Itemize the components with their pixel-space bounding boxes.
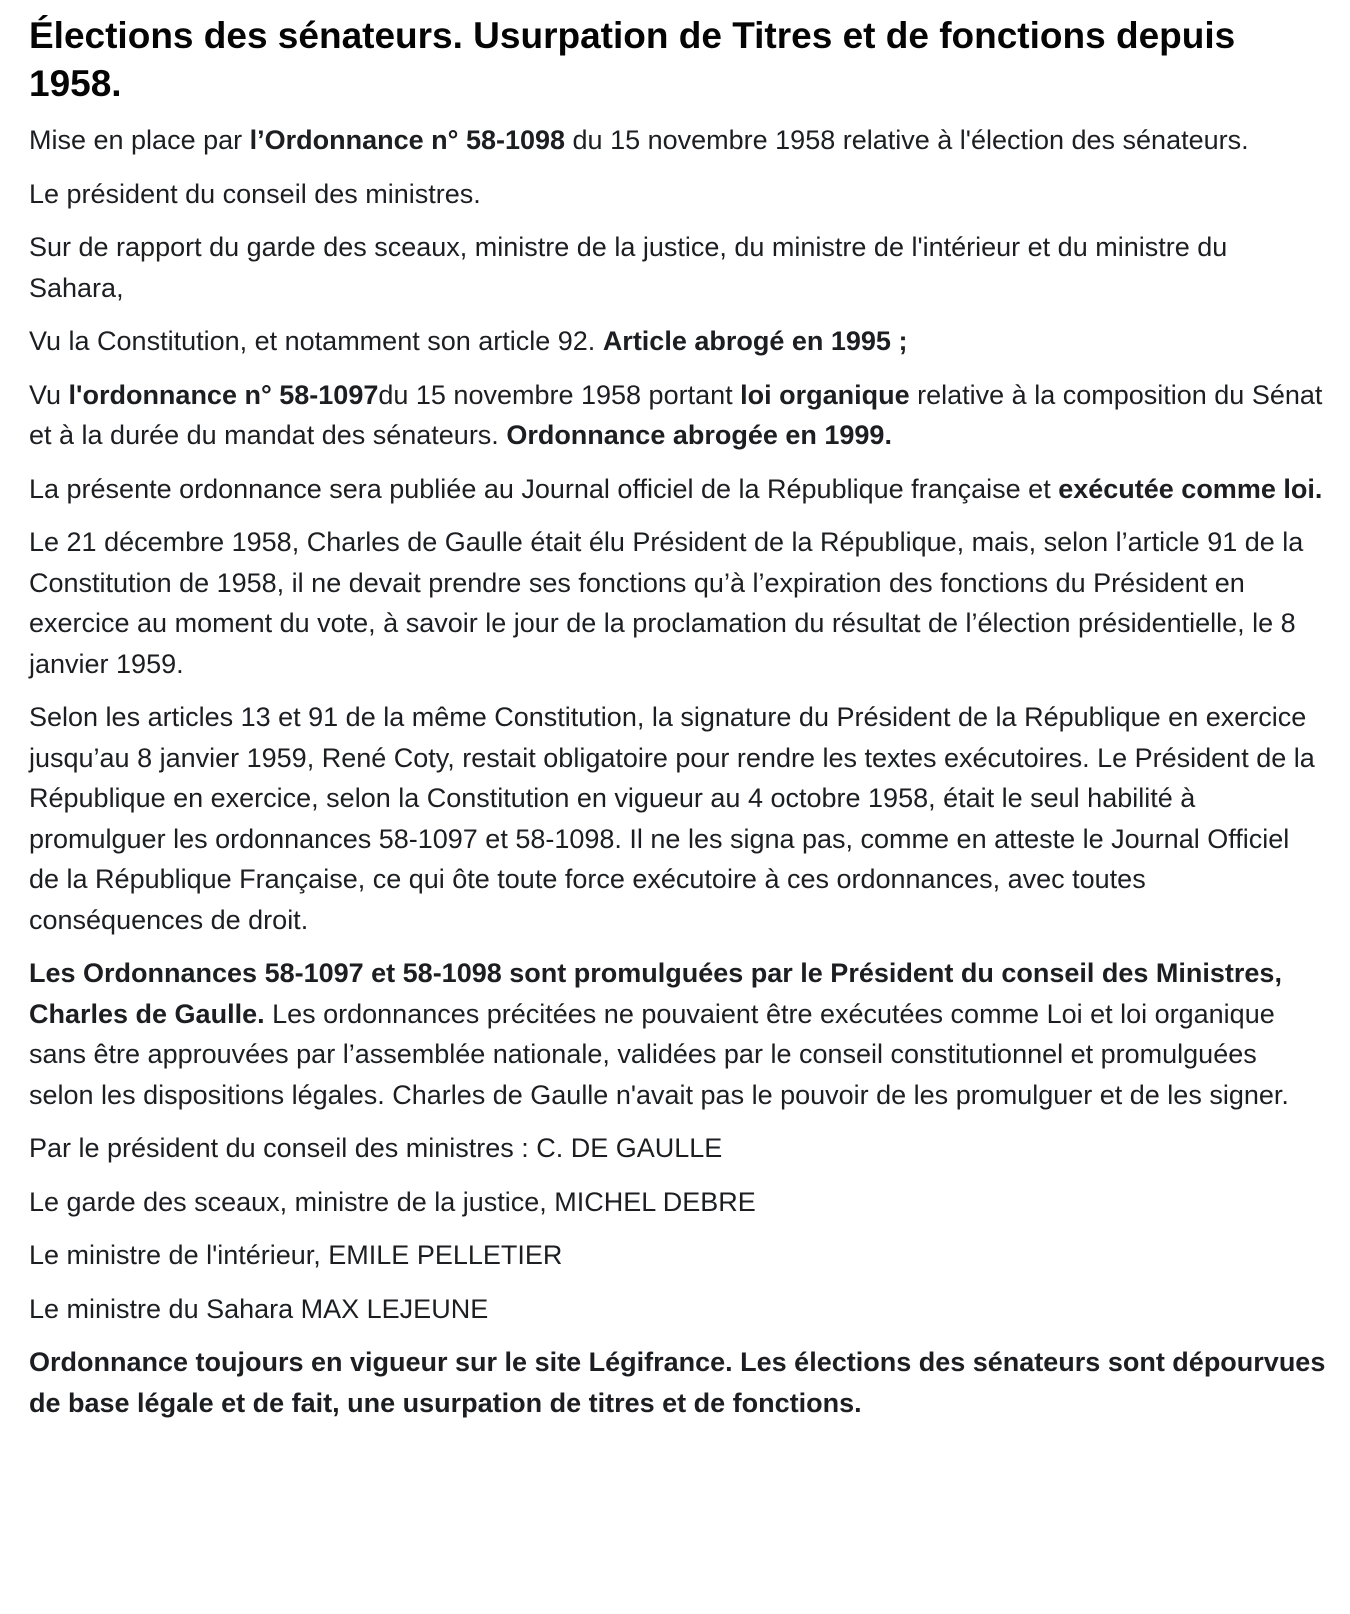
paragraph-constitution	[29, 321, 1326, 362]
paragraph-ordonnance-1098	[29, 120, 1326, 161]
signature-pelletier: Le ministre de l'intérieur, EMILE PELLETIER	[29, 1240, 563, 1270]
text: du 15 novembre 1958 relative à l'élection des sénateurs.	[565, 125, 1249, 155]
bold-text: Article abrogé en 1995 ;	[602, 326, 908, 356]
paragraph-president-conseil: Le président du conseil des ministres.	[29, 178, 481, 209]
text: du 15 novembre 1958 portant	[378, 379, 741, 410]
bold-text: Ordonnance toujours en vigueur sur le site Légifrance. Les élections des sénateurs sont dépourvues de base légale et de fait, une usurpation de titres et de fonctions.	[29, 1347, 1326, 1418]
signature-debre: Le garde des sceaux, ministre de la justice, MICHEL DEBRE	[29, 1186, 756, 1217]
text: relative à la composition du Sénat et à la durée du mandat des sénateurs.	[29, 379, 1323, 450]
signature-de-gaulle: Par le président du conseil des ministres : C. DE GAULLE	[29, 1133, 723, 1163]
bold-text: l'ordonnance n° 58-1097	[68, 379, 379, 410]
paragraph-ordonnance-1097	[29, 375, 1326, 456]
text: Les ordonnances précitées ne pouvaient être exécutées comme Loi et loi organique sans être approuvées par l’assemblée nationale, validées par le conseil constitutionnel et promulguées selon les dispositions légales. Charles de Gaulle n'avait pas le pouvoir de les promulguer et de les signer.	[29, 998, 1289, 1110]
paragraph-conclusion	[29, 1342, 1326, 1423]
paragraph-election-de-gaulle: Le 21 décembre 1958, Charles de Gaulle était élu Président de la République, mais, selon l’article 91 de la Constitution de 1958, il ne devait prendre ses fonctions qu’à l’expiration des fonctions du Président en exercice au moment du vote, à savoir le jour de la proclamation du résultat de l’élection présidentielle, le 8 janvier 1959.	[29, 527, 1304, 679]
paragraph-promulgation	[29, 953, 1326, 1115]
text: Mise en place par	[29, 125, 250, 155]
bold-text: Ordonnance abrogée en 1999.	[506, 420, 892, 450]
paragraph-publication	[29, 469, 1326, 510]
paragraph-rapport: Sur de rapport du garde des sceaux, ministre de la justice, du ministre de l'intérieur et du ministre du Sahara,	[29, 232, 1228, 303]
bold-text: Les Ordonnances 58-1097 et 58-1098 sont promulguées par le Président du conseil des Ministres, Charles de Gaulle.	[29, 958, 1282, 1029]
bold-text: loi organique	[740, 379, 910, 410]
text: Vu	[29, 379, 69, 410]
text: Vu la Constitution, et notamment son article 92.	[29, 326, 603, 356]
bold-text: exécutée comme loi.	[1058, 473, 1323, 504]
bold-text: l’Ordonnance n° 58-1098	[249, 125, 566, 155]
paragraph-articles-13-91: Selon les articles 13 et 91 de la même Constitution, la signature du Président de la République en exercice jusqu’au 8 janvier 1959, René Coty, restait obligatoire pour rendre les textes exécutoires. Le Président de la République en exercice, selon la Constitution en vigueur au 4 octobre 1958, était le seul habilité à promulguer les ordonnances 58-1097 et 58-1098. Il ne les signa pas, comme en atteste le Journal Officiel de la République Française, ce qui ôte toute force exécutoire à ces ordonnances, avec toutes conséquences de droit.	[29, 702, 1315, 935]
signature-lejeune: Le ministre du Sahara MAX LEJEUNE	[29, 1293, 489, 1324]
text: La présente ordonnance sera publiée au Journal officiel de la République française et	[29, 473, 1059, 504]
post-title: Élections des sénateurs. Usurpation de Titres et de fonctions depuis 1958.	[29, 15, 1236, 104]
